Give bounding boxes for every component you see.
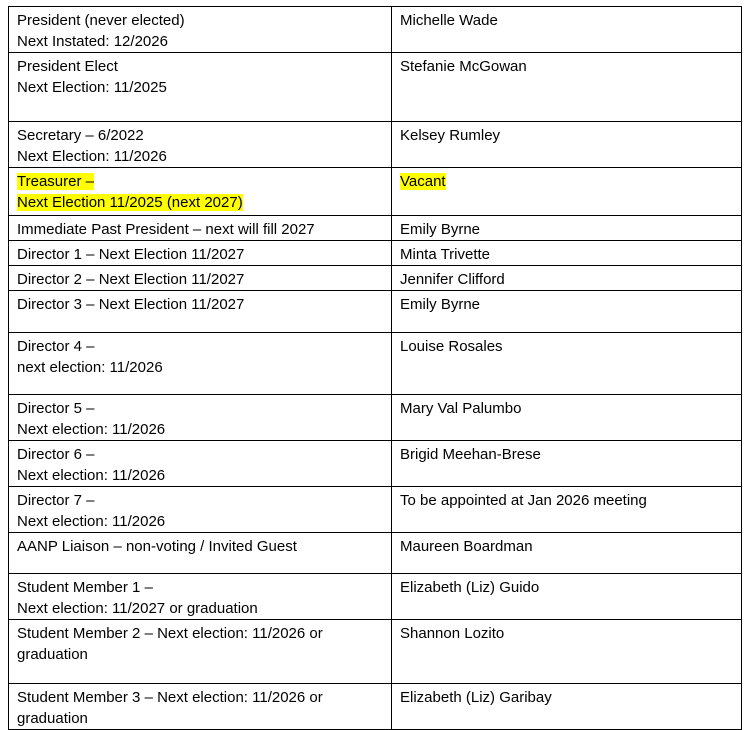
position-cell [9, 574, 392, 620]
member-name: Kelsey Rumley [400, 127, 501, 144]
position-text: AANP Liaison – non-voting / Invited Guest [17, 538, 297, 555]
position-text: Next election: 11/2026 [17, 467, 166, 484]
member-name: Mary Val Palumbo [400, 400, 522, 417]
position-cell [9, 620, 392, 684]
member-cell [392, 122, 742, 168]
member-cell [392, 441, 742, 487]
table-row [9, 168, 742, 216]
position-text: Director 6 – [17, 446, 95, 463]
member-name: Emily Byrne [400, 296, 481, 313]
table-row [9, 533, 742, 574]
position-text: President Elect [17, 58, 118, 75]
table-row [9, 266, 742, 291]
member-name: Shannon Lozito [400, 625, 505, 642]
member-cell [392, 168, 742, 216]
position-text: Director 2 – Next Election 11/2027 [17, 271, 245, 288]
position-text: Director 1 – Next Election 11/2027 [17, 246, 245, 263]
member-cell [392, 241, 742, 266]
member-cell [392, 216, 742, 241]
position-cell [9, 266, 392, 291]
position-cell [9, 7, 392, 53]
table-row [9, 684, 742, 730]
member-name: Maureen Boardman [400, 538, 533, 555]
position-cell [9, 53, 392, 122]
member-name: Louise Rosales [400, 338, 503, 355]
position-text: Student Member 1 – [17, 579, 153, 596]
position-text: Secretary – 6/2022 [17, 127, 144, 144]
position-text: graduation [17, 710, 88, 727]
board-roster-table [8, 6, 742, 730]
position-text: Director 4 – [17, 338, 95, 355]
table-row [9, 333, 742, 395]
member-name: Michelle Wade [400, 12, 498, 29]
table-row [9, 395, 742, 441]
position-text: Director 3 – Next Election 11/2027 [17, 296, 245, 313]
position-text: Next Election: 11/2026 [17, 148, 167, 165]
position-text: Next election: 11/2027 or graduation [17, 600, 258, 617]
position-text: Next Election 11/2025 (next 2027) [17, 194, 243, 211]
position-cell [9, 487, 392, 533]
position-cell [9, 333, 392, 395]
member-name: Emily Byrne [400, 221, 481, 238]
member-cell [392, 7, 742, 53]
position-text: Student Member 3 – Next election: 11/2026 or [17, 689, 323, 706]
member-cell [392, 533, 742, 574]
position-text: Director 7 – [17, 492, 95, 509]
member-cell [392, 395, 742, 441]
position-cell [9, 441, 392, 487]
member-cell [392, 53, 742, 122]
position-cell [9, 533, 392, 574]
member-cell [392, 620, 742, 684]
position-text: graduation [17, 646, 88, 663]
member-cell [392, 266, 742, 291]
position-text: next election: 11/2026 [17, 359, 163, 376]
table-row [9, 291, 742, 333]
position-cell [9, 291, 392, 333]
member-name: Brigid Meehan-Brese [400, 446, 541, 463]
position-text: Director 5 – [17, 400, 95, 417]
table-row [9, 441, 742, 487]
member-cell [392, 487, 742, 533]
member-name: Elizabeth (Liz) Guido [400, 579, 540, 596]
position-cell [9, 241, 392, 266]
position-text: President (never elected) [17, 12, 185, 29]
member-name: Vacant [400, 173, 446, 190]
member-cell [392, 684, 742, 730]
position-cell [9, 168, 392, 216]
table-row [9, 53, 742, 122]
position-text: Next election: 11/2026 [17, 513, 166, 530]
position-text: Immediate Past President – next will fill 2027 [17, 221, 315, 238]
position-text: Student Member 2 – Next election: 11/2026 or [17, 625, 323, 642]
member-cell [392, 291, 742, 333]
position-text: Next Election: 11/2025 [17, 79, 167, 96]
member-name: Elizabeth (Liz) Garibay [400, 689, 552, 706]
position-text: Treasurer – [17, 173, 94, 190]
member-name: Minta Trivette [400, 246, 491, 263]
table-row [9, 216, 742, 241]
table-row [9, 241, 742, 266]
member-name: To be appointed at Jan 2026 meeting [400, 492, 647, 509]
table-row [9, 7, 742, 53]
position-cell [9, 122, 392, 168]
table-row [9, 574, 742, 620]
member-name: Stefanie McGowan [400, 58, 527, 75]
member-cell [392, 574, 742, 620]
table-row [9, 620, 742, 684]
table-row [9, 122, 742, 168]
position-text: Next election: 11/2026 [17, 421, 166, 438]
position-cell [9, 684, 392, 730]
position-cell [9, 395, 392, 441]
position-text: Next Instated: 12/2026 [17, 33, 168, 50]
member-cell [392, 333, 742, 395]
table-row [9, 487, 742, 533]
member-name: Jennifer Clifford [400, 271, 505, 288]
position-cell [9, 216, 392, 241]
